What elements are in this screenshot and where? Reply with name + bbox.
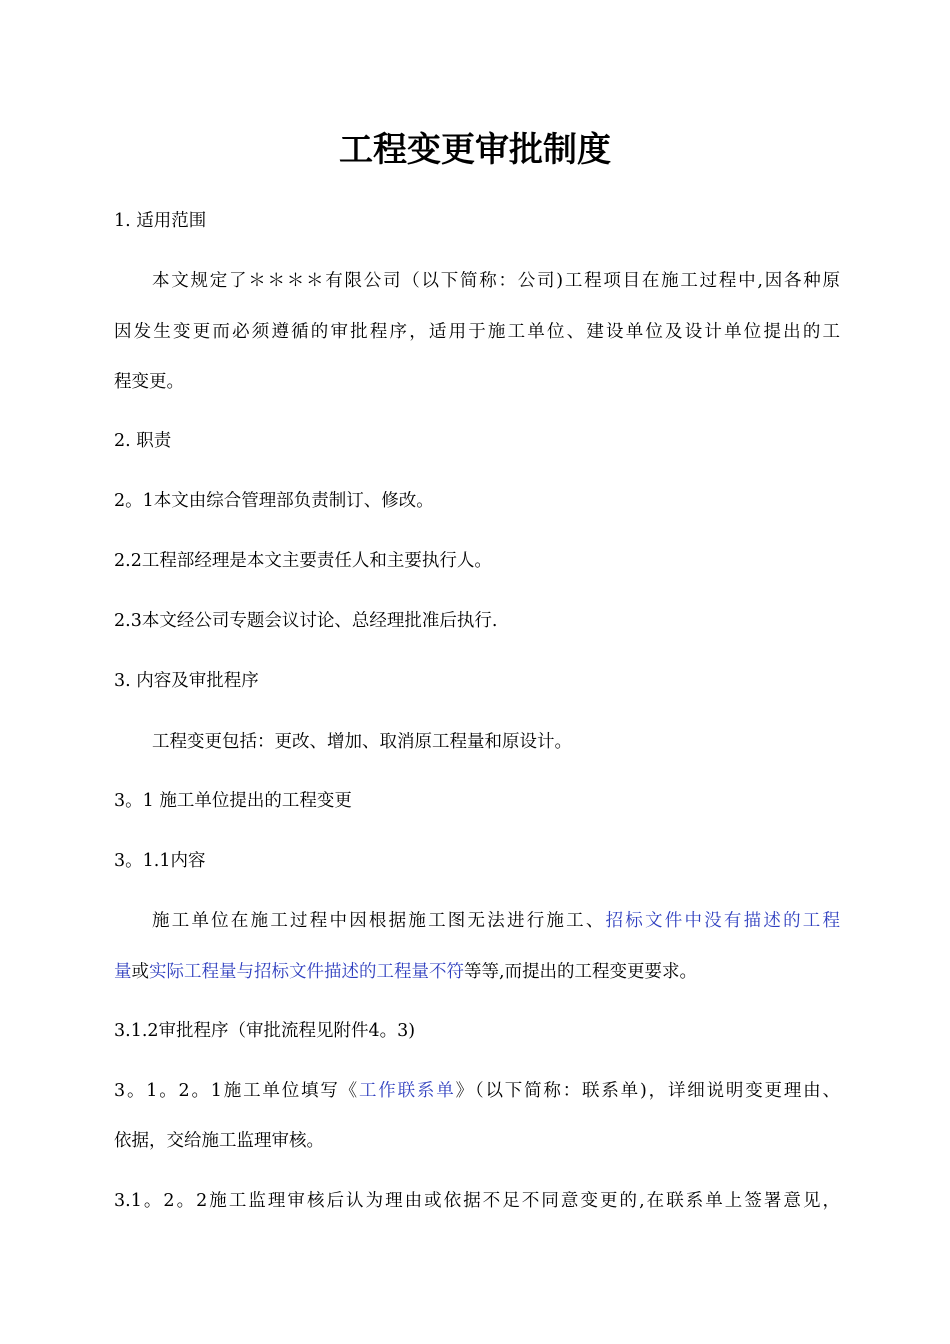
section-1-paragraph-line-1: 本文规定了＊＊＊＊有限公司（以下简称：公司)工程项目在施工过程中,因各种原 [152, 271, 840, 291]
clause-2-2: 2.2工程部经理是本文主要责任人和主要执行人。 [114, 551, 492, 571]
clause-2-1: 2。1本文由综合管理部负责制订、修改。 [114, 491, 434, 511]
clause-3-1-2-1-text: 》（以下简称：联系单)，详细说明变更理由、 [455, 1081, 841, 1101]
section-2-heading: 2. 职责 [114, 431, 172, 451]
clause-3-1-1-line-1 [152, 908, 840, 934]
bid-document-link[interactable]: 招标文件中没有描述的工程 [605, 911, 841, 931]
actual-quantity-link[interactable]: 实际工程量与招标文件描述的工程量不符 [149, 962, 464, 982]
section-1-paragraph-line-3: 程变更。 [114, 372, 184, 392]
clause-3-1-2-1-text: 3。1。2。1施工单位填写《 [114, 1081, 359, 1101]
clause-2-3: 2.3本文经公司专题会议讨论、总经理批准后执行. [114, 611, 498, 631]
bid-document-link-continued[interactable]: 量 [114, 962, 132, 982]
clause-3-1-1-text: 或 [131, 962, 149, 982]
section-3-heading: 3. 内容及审批程序 [114, 671, 259, 691]
work-contact-form-link[interactable]: 工作联系单 [358, 1081, 456, 1101]
clause-3-1-1-text: 施工单位在施工过程中因根据施工图无法进行施工、 [152, 911, 606, 931]
clause-3-1-2-1-line-1 [114, 1078, 840, 1104]
clause-3-1-2-2: 3.1。2。2施工监理审核后认为理由或依据不足不同意变更的,在联系单上签署意见， [114, 1191, 840, 1211]
section-1-heading: 1. 适用范围 [114, 211, 207, 231]
clause-3-1-1-text: 等等,而提出的工程变更要求。 [464, 962, 698, 982]
clause-3-1-heading: 3。1 施工单位提出的工程变更 [114, 791, 352, 811]
clause-3-1-2-1-line-2: 依据，交给施工监理审核。 [114, 1131, 324, 1151]
section-3-intro: 工程变更包括：更改、增加、取消原工程量和原设计。 [152, 732, 572, 752]
clause-3-1-1-line-2 [114, 959, 840, 985]
section-1-paragraph-line-2: 因发生变更而必须遵循的审批程序，适用于施工单位、建设单位及设计单位提出的工 [114, 322, 840, 342]
page-title: 工程变更审批制度 [339, 130, 611, 170]
clause-3-1-1-heading: 3。1.1内容 [114, 851, 206, 871]
clause-3-1-2-heading: 3.1.2审批程序（审批流程见附件4。3) [114, 1021, 416, 1041]
